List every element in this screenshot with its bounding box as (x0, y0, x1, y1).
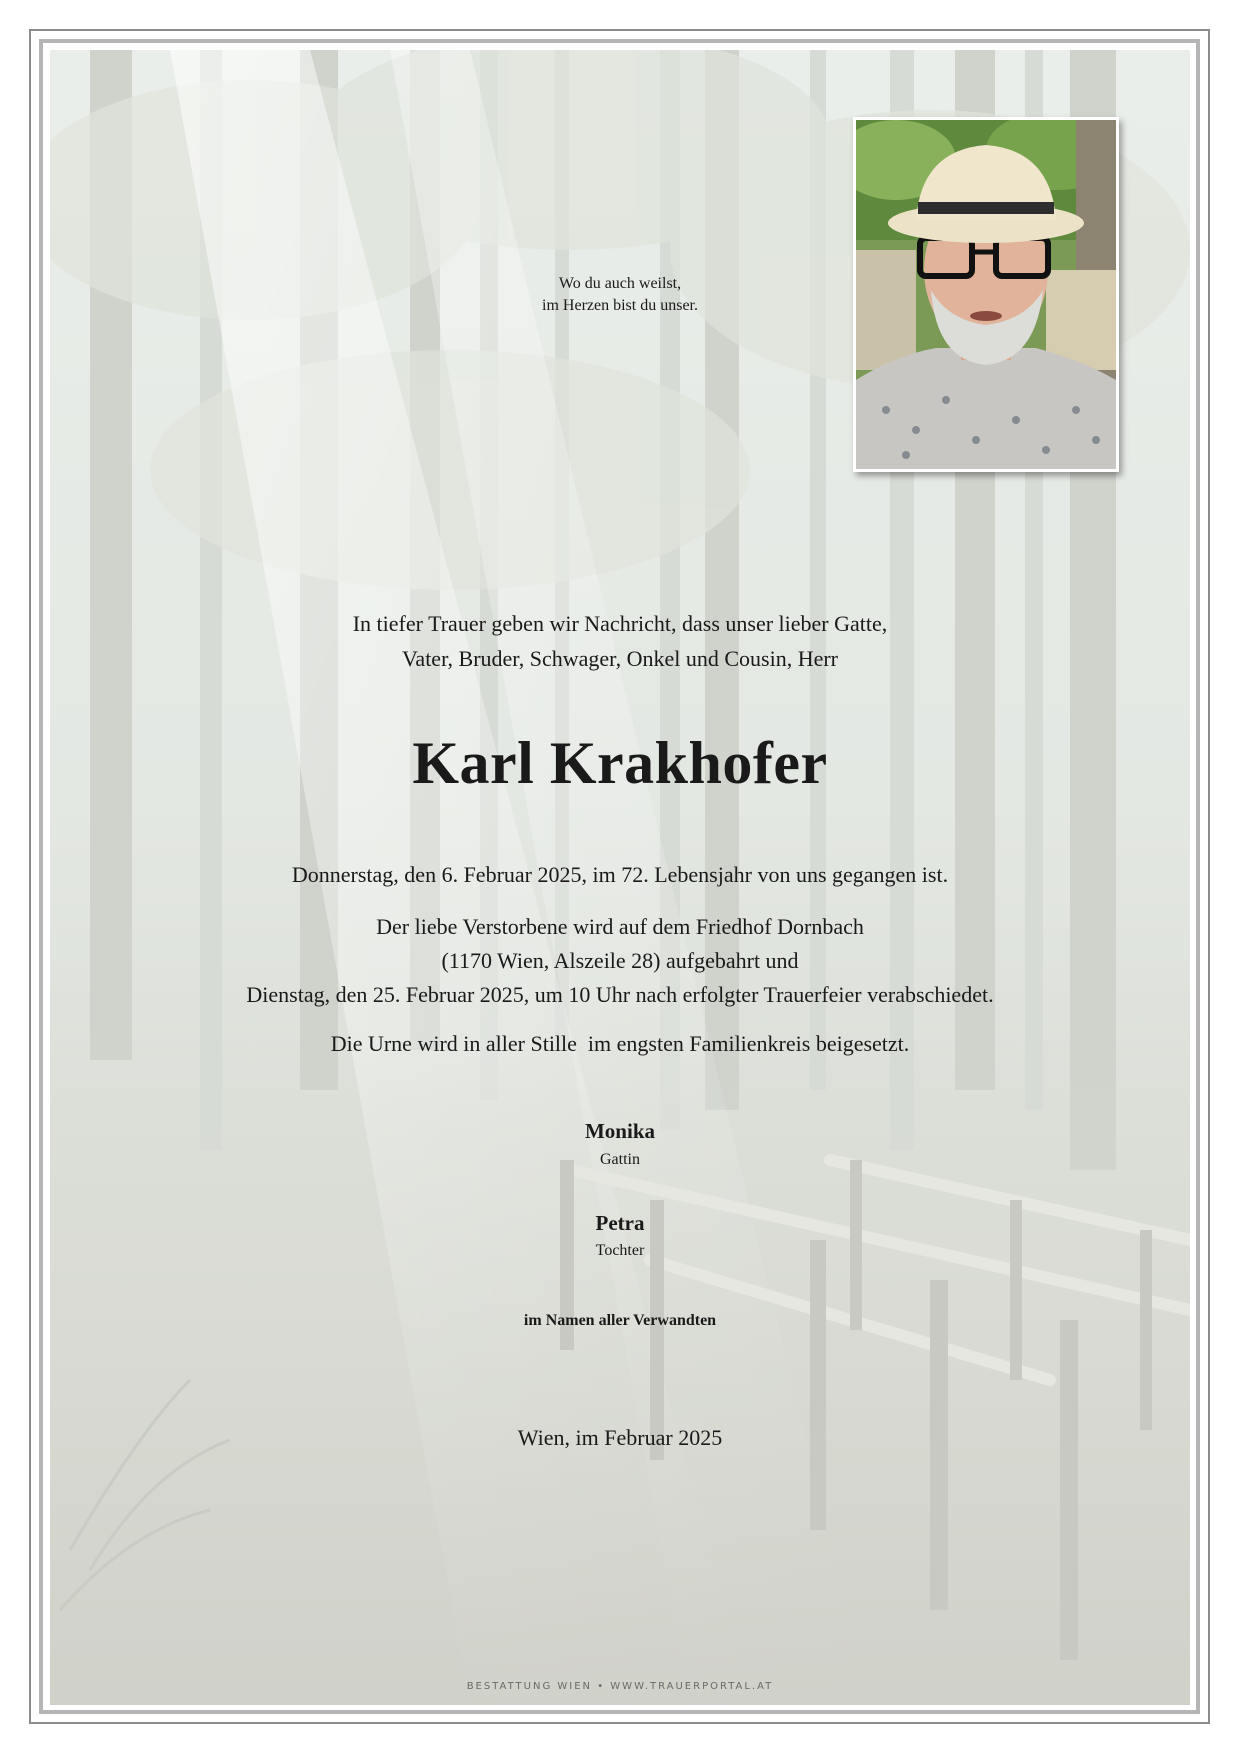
footer-org: BESTATTUNG WIEN (466, 1681, 593, 1692)
date-of-death-line: Donnerstag, den 6. Februar 2025, im 72. Lebensjahr von uns gegangen ist. (291, 862, 949, 887)
motto-line-2: im Herzen bist du unser. (542, 297, 698, 314)
announcement-line-2: Vater, Bruder, Schwager, Onkel und Cousin, Herr (401, 646, 839, 671)
deceased-name: Karl Krakhofer (412, 730, 828, 796)
ceremony-line-2: (1170 Wien, Alszeile 28) aufgebahrt und (441, 948, 799, 973)
ceremony-line-3: Dienstag, den 25. Februar 2025, um 10 Uhr nach erfolgter Trauerfeier verabschiedet. (246, 982, 994, 1007)
mourner-role: Gattin (600, 1151, 640, 1168)
motto-line-1: Wo du auch weilst, (558, 275, 682, 292)
urn-burial-line: Die Urne wird in aller Stille im engsten Familienkreis beigesetzt. (330, 1031, 910, 1056)
announcement-line-1: In tiefer Trauer geben wir Nachricht, dass unser lieber Gatte, (352, 611, 888, 636)
ceremony-details (0, 910, 1240, 1012)
place-and-date: Wien, im Februar 2025 (517, 1425, 723, 1450)
footer-url: WWW.TRAUERPORTAL.AT (610, 1681, 774, 1692)
ceremony-line-1: Der liebe Verstorbene wird auf dem Friedhof Dornbach (376, 914, 864, 939)
motto (0, 273, 1240, 317)
footer (0, 1680, 1240, 1694)
relatives-line: im Namen aller Verwandten (523, 1312, 717, 1329)
mourner-name: Petra (595, 1211, 645, 1235)
mourner-name: Monika (584, 1119, 655, 1143)
mourner-role: Tochter (595, 1242, 645, 1259)
footer-separator: • (597, 1681, 606, 1692)
announcement (0, 606, 1240, 676)
